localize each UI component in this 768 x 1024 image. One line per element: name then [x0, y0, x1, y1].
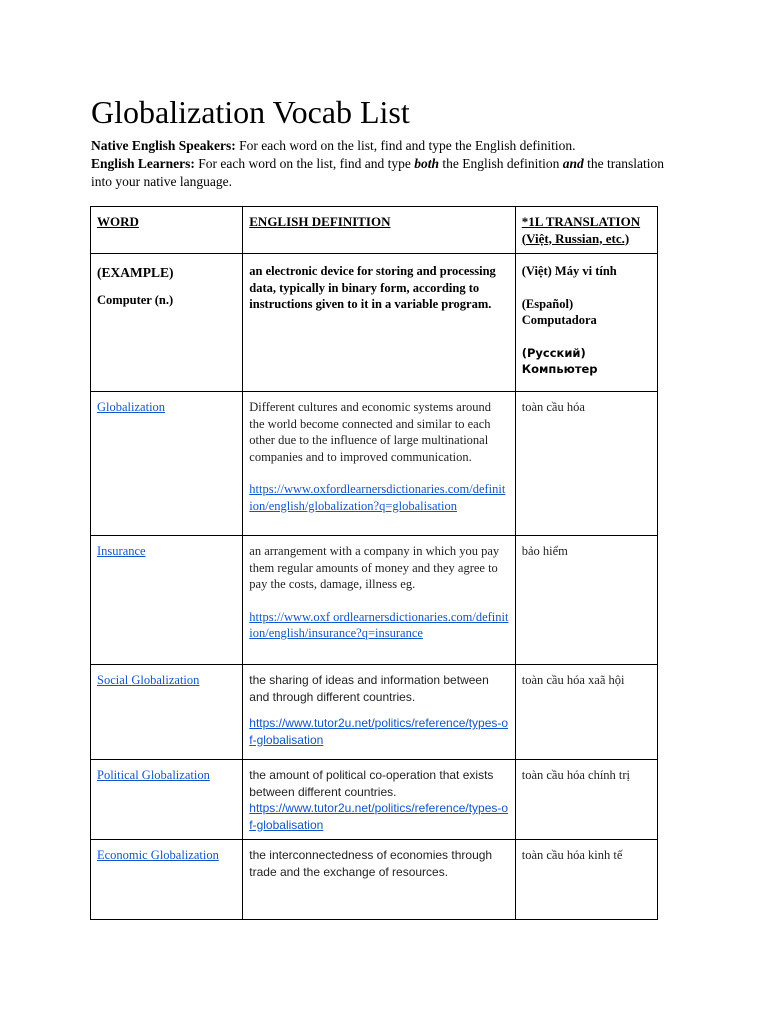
definition-text: the sharing of ideas and information between and through different countries.	[249, 673, 489, 704]
native-instruction	[91, 137, 681, 155]
word-cell	[91, 760, 243, 840]
table-row	[91, 665, 658, 760]
translation-text: bảo hiểm	[521, 544, 568, 558]
header-translation-line2: (Việt, Russian, etc.)	[521, 230, 630, 246]
table-header-row	[91, 207, 658, 254]
definition-text: the amount of political co-operation that exists between different countries.	[249, 768, 494, 799]
translation-text: toàn cầu hóa kinh tế	[521, 848, 623, 862]
word-cell	[91, 840, 243, 920]
header-translation-line1: *1L TRANSLATION	[521, 214, 641, 229]
word-cell	[91, 392, 243, 536]
header-definition: ENGLISH DEFINITION	[249, 214, 391, 229]
definition-source-link[interactable]: https://www.tutor2u.net/politics/reference/types-of-globalisation	[249, 801, 509, 832]
table-row	[91, 760, 658, 840]
translation-cell	[515, 392, 657, 536]
learners-instruction	[91, 155, 681, 191]
definition-source-link[interactable]: https://www.oxfordlearnersdictionaries.com/definition/english/globalization?q=globalisation	[249, 482, 506, 513]
example-word-cell	[91, 254, 243, 392]
word-link-social-globalization[interactable]: Social Globalization	[97, 673, 200, 687]
example-translation-cell	[515, 254, 657, 392]
translation-cell	[515, 760, 657, 840]
learners-text-3: the translation into your native language.	[91, 156, 664, 189]
learners-text-2: the English definition	[442, 156, 560, 171]
page-title: Globalization Vocab List	[91, 94, 410, 130]
example-translation-es-label: (Español)	[521, 296, 574, 311]
definition-source-link[interactable]: https://www.oxf ordlearnersdictionaries.com/definition/english/insurance?q=insurance	[249, 609, 509, 640]
table-row	[91, 840, 658, 920]
learners-text-1: For each word on the list, find and type	[198, 156, 411, 171]
vocab-table	[90, 206, 658, 920]
word-link-economic-globalization[interactable]: Economic Globalization	[97, 848, 219, 862]
example-translation-es: Computadora	[521, 313, 597, 327]
learners-label: English Learners:	[91, 156, 195, 171]
example-translation-ru: Компьютер	[521, 362, 598, 376]
example-row	[91, 254, 658, 392]
definition-cell	[243, 760, 515, 840]
example-translation-viet: (Việt) Máy vi tính	[521, 264, 617, 278]
example-word: Computer (n.)	[97, 292, 174, 307]
native-label: Native English Speakers:	[91, 138, 236, 153]
definition-text: Different cultures and economic systems around the world become connected and similar to each other due to the influence of large multinational companies and to improved communication.	[249, 400, 491, 464]
definition-text: the interconnectedness of economies through trade and the exchange of resources.	[249, 848, 493, 879]
header-translation-cell	[515, 207, 657, 254]
definition-cell	[243, 665, 515, 760]
learners-emphasis-both: both	[414, 156, 439, 171]
definition-cell	[243, 392, 515, 536]
word-link-globalization[interactable]: Globalization	[97, 400, 166, 414]
translation-text: toàn cầu hóa xaã hội	[521, 673, 625, 687]
header-word: WORD	[97, 214, 139, 229]
example-translation-ru-label: (Русский)	[521, 345, 586, 360]
word-cell	[91, 536, 243, 665]
definition-cell	[243, 840, 515, 920]
instructions	[91, 137, 681, 191]
definition-cell	[243, 536, 515, 665]
translation-text: toàn cầu hóa chính trị	[521, 768, 631, 782]
word-cell	[91, 665, 243, 760]
native-text: For each word on the list, find and type the English definition.	[239, 138, 576, 153]
table-row	[91, 392, 658, 536]
translation-cell	[515, 536, 657, 665]
header-word-cell	[91, 207, 243, 254]
word-link-insurance[interactable]: Insurance	[97, 544, 146, 558]
header-definition-cell	[243, 207, 515, 254]
table-row	[91, 536, 658, 665]
definition-source-link[interactable]: https://www.tutor2u.net/politics/reference/types-of-globalisation	[249, 716, 509, 747]
learners-emphasis-and: and	[562, 156, 584, 171]
translation-cell	[515, 840, 657, 920]
translation-cell	[515, 665, 657, 760]
translation-text: toàn cầu hóa	[521, 400, 585, 414]
word-link-political-globalization[interactable]: Political Globalization	[97, 768, 210, 782]
definition-text: an arrangement with a company in which you pay them regular amounts of money and they agree to pay the costs, damage, illness eg.	[249, 544, 500, 591]
example-definition-cell	[243, 254, 515, 392]
example-label: (EXAMPLE)	[97, 265, 174, 280]
example-definition: an electronic device for storing and processing data, typically in binary form, according to instructions given to it in a variable program.	[249, 264, 496, 311]
